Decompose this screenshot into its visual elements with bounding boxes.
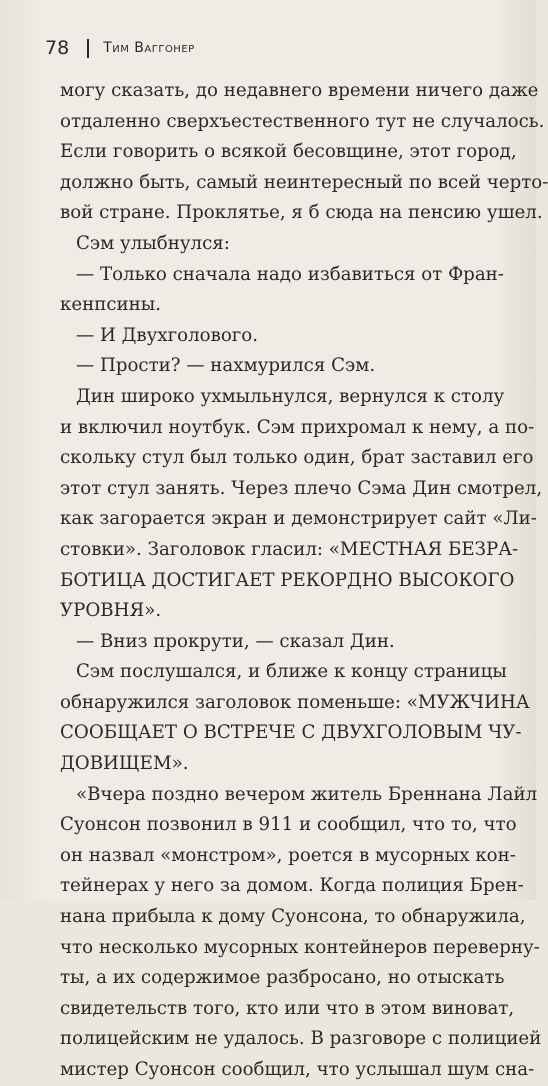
text-line: — Прости? — нахмурился Сэм. (76, 355, 376, 377)
text-line: — Вниз прокрути, — сказал Дин. (76, 630, 395, 652)
text-line: мистер Суонсон сообщил, что услышал шум сна- (60, 1059, 535, 1080)
text-line: полицейским не удалось. В разговоре с полицией (60, 1028, 542, 1050)
text-line: вой стране. Проклятье, я б сюда на пенсию ушел. (60, 202, 543, 224)
text-line: — Только сначала надо избавиться от Фран- (76, 263, 504, 285)
page-header (45, 34, 195, 62)
text-line: свидетельств того, кто или что в этом виноват, (60, 997, 515, 1019)
text-line: этот стул занять. Через плечо Сэма Дин смотрел, (60, 477, 543, 499)
header-separator (87, 39, 89, 58)
text-line: стовки». Заголовок гласил: «МЕСТНАЯ БЕЗРА- (60, 538, 519, 560)
text-line: могу сказать, до недавнего времени ничего даже (60, 80, 539, 101)
text-line: что несколько мусорных контейнеров переверну- (60, 936, 540, 958)
text-line: — И Двухголового. (76, 324, 259, 346)
text-line: Если говорить о всякой бесовщине, этот город, (60, 141, 517, 163)
text-line: Сэм улыбнулся: (76, 232, 230, 254)
text-line: тейнерах у него за домом. Когда полиция Брен- (60, 875, 524, 897)
text-line: Дин широко ухмыльнулся, вернулся к столу (76, 385, 505, 407)
text-line: отдаленно сверхъестественного тут не случалось. (60, 110, 545, 132)
text-line: УРОВНЯ». (60, 600, 162, 622)
text-line: СООБЩАЕТ О ВСТРЕЧЕ С ДВУХГОЛОВЫМ ЧУ- (60, 722, 522, 744)
text-line: «Вчера поздно вечером житель Бреннана Лайл (76, 783, 538, 805)
running-head: Тим Ваггонер (103, 40, 195, 56)
body-text (60, 76, 548, 1086)
text-line: он назвал «монстром», роется в мусорных кон- (60, 844, 516, 866)
text-line: ДОВИЩЕМ». (60, 753, 189, 775)
text-line: Суонсон позвонил в 911 и сообщил, что то, что (60, 814, 517, 836)
text-line: БОТИЦА ДОСТИГАЕТ РЕКОРДНО ВЫСОКОГО (60, 569, 515, 591)
text-line: ты, а их содержимое разбросано, но отыскать (60, 967, 505, 989)
text-line: должно быть, самый неинтересный по всей черто- (60, 171, 548, 193)
text-line: и включил ноутбук. Сэм прихромал к нему, а по- (60, 416, 535, 438)
text-line: кенпсины. (60, 294, 162, 316)
text-line: как загорается экран и демонстрирует сайт «Ли- (60, 508, 537, 530)
text-line: скольку стул был только один, брат заставил его (60, 447, 534, 469)
page-number: 78 (45, 37, 70, 59)
text-line: нана прибыла к дому Суонсона, то обнаружила, (60, 906, 526, 928)
text-line: обнаружился заголовок поменьше: «МУЖЧИНА (60, 691, 530, 713)
text-line: Сэм послушался, и ближе к концу страницы (76, 661, 507, 683)
